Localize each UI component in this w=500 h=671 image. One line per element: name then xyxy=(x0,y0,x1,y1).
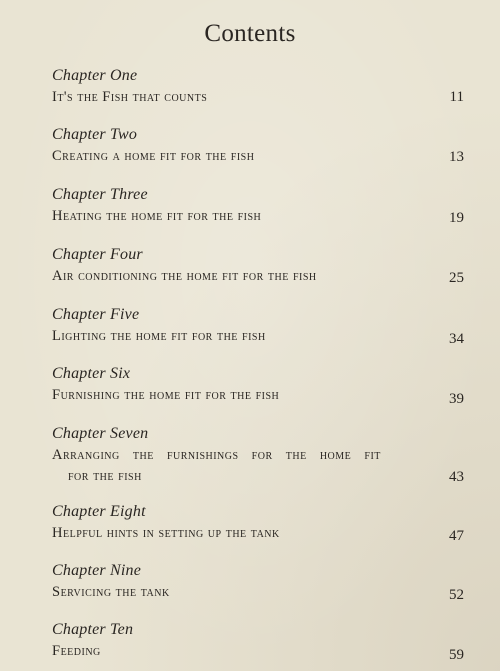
chapter-heading: Chapter Six xyxy=(52,365,131,382)
chapter-heading: Chapter Eight xyxy=(52,503,146,520)
page-number: 47 xyxy=(449,528,464,544)
chapter-heading: Chapter Four xyxy=(52,246,143,263)
chapter-heading: Chapter Five xyxy=(52,306,140,323)
chapter-title: Heating the home fit for the fish xyxy=(52,208,262,224)
toc-entry-5[interactable] xyxy=(52,305,470,346)
chapter-heading: Chapter One xyxy=(52,67,138,84)
chapter-title: Creating a home fit for the fish xyxy=(52,148,255,164)
chapter-title-continued: for the fish xyxy=(68,468,142,484)
chapter-heading: Chapter Seven xyxy=(52,425,149,442)
toc-entry-2[interactable] xyxy=(52,125,470,166)
chapter-title: Helpful hints in setting up the tank xyxy=(52,525,280,541)
chapter-heading: Chapter Three xyxy=(52,186,148,203)
chapter-title: Arranging the furnishings for the home fit xyxy=(52,447,381,463)
toc-entry-4[interactable] xyxy=(52,245,470,286)
page-title: Contents xyxy=(204,20,296,47)
toc-entry-7[interactable] xyxy=(52,424,470,486)
toc-entry-6[interactable] xyxy=(52,364,470,405)
chapter-heading: Chapter Two xyxy=(52,126,138,143)
page-number: 43 xyxy=(449,469,464,485)
page-number: 13 xyxy=(449,149,464,165)
page-number: 19 xyxy=(449,210,464,226)
page-number: 11 xyxy=(449,89,464,105)
page-number: 52 xyxy=(449,587,464,603)
toc-entry-8[interactable] xyxy=(52,502,470,543)
page-number: 34 xyxy=(449,331,464,347)
chapter-title: Air conditioning the home fit for the fish xyxy=(52,268,317,284)
toc-entry-9[interactable] xyxy=(52,561,470,602)
page-number: 39 xyxy=(449,391,464,407)
page-number: 59 xyxy=(449,647,464,663)
toc-entry-1[interactable] xyxy=(52,66,470,107)
page-number: 25 xyxy=(449,270,464,286)
toc-entry-10[interactable] xyxy=(52,620,470,661)
chapter-title: Servicing the tank xyxy=(52,584,170,600)
chapter-title: It's the Fish that counts xyxy=(52,89,208,105)
chapter-title: Furnishing the home fit for the fish xyxy=(52,387,280,403)
toc-entry-3[interactable] xyxy=(52,185,470,226)
chapter-title: Lighting the home fit for the fish xyxy=(52,328,266,344)
chapter-heading: Chapter Ten xyxy=(52,621,134,638)
chapter-title: Feeding xyxy=(52,643,101,659)
chapter-heading: Chapter Nine xyxy=(52,562,142,579)
